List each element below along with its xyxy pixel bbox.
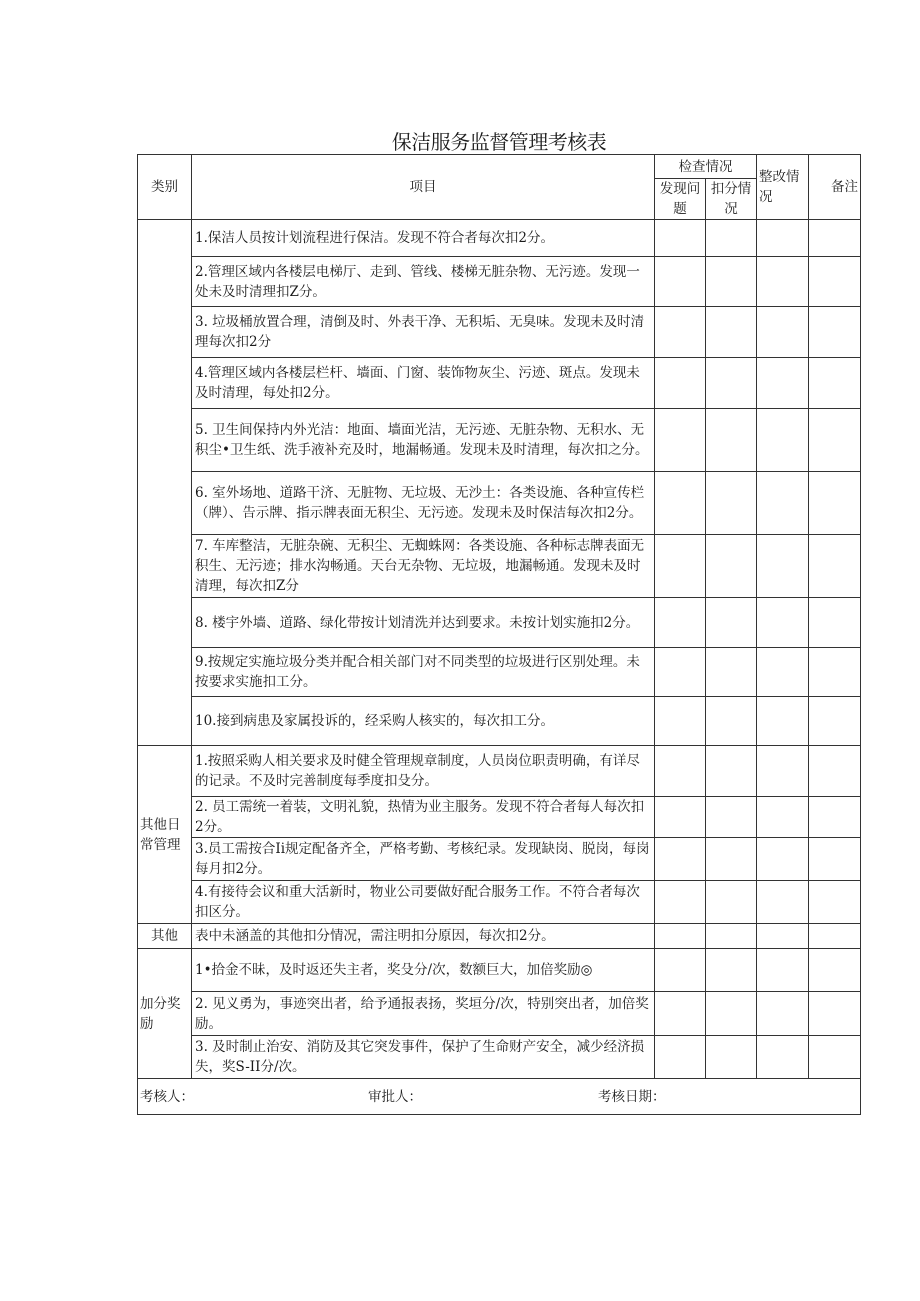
page-title: 保洁服务监督管理考核表: [391, 130, 607, 154]
remarks-cell[interactable]: [809, 1036, 861, 1079]
date-label: 考核日期：: [598, 1089, 666, 1105]
item-cell: 2. 见义勇为，事迹突出者，给予通报表扬，奖垣分/次，特别突出者，加倍奖励。: [192, 992, 655, 1036]
remarks-cell[interactable]: [809, 409, 861, 472]
category-cell: 其他日常管理: [138, 746, 192, 924]
found-issue-cell[interactable]: [655, 924, 706, 949]
remarks-cell[interactable]: [809, 797, 861, 838]
table-row: [138, 472, 861, 535]
rectify-cell[interactable]: [757, 220, 809, 257]
rectify-cell[interactable]: [757, 307, 809, 358]
deduction-cell[interactable]: [706, 409, 757, 472]
remarks-cell[interactable]: [809, 648, 861, 697]
found-issue-cell[interactable]: [655, 949, 706, 992]
rectify-cell[interactable]: [757, 949, 809, 992]
deduction-cell[interactable]: [706, 307, 757, 358]
table-row: [138, 409, 861, 472]
rectify-cell[interactable]: [757, 797, 809, 838]
deduction-cell[interactable]: [706, 881, 757, 924]
found-issue-cell[interactable]: [655, 992, 706, 1036]
item-cell: 9.按规定实施垃圾分类并配合相关部门对不同类型的垃圾进行区别处理。未按要求实施扣工分。: [192, 648, 655, 697]
found-issue-cell[interactable]: [655, 409, 706, 472]
deduction-cell[interactable]: [706, 838, 757, 881]
item-cell: 3. 垃圾桶放置合理，清倒及时、外表干净、无积垢、无臭味。发现未及时清理每次扣2分: [192, 307, 655, 358]
header-deduction: 扣分情况: [706, 179, 757, 220]
found-issue-cell[interactable]: [655, 648, 706, 697]
deduction-cell[interactable]: [706, 358, 757, 409]
deduction-cell[interactable]: [706, 697, 757, 746]
found-issue-cell[interactable]: [655, 257, 706, 307]
remarks-cell[interactable]: [809, 598, 861, 648]
remarks-cell[interactable]: [809, 746, 861, 797]
deduction-cell[interactable]: [706, 924, 757, 949]
rectify-cell[interactable]: [757, 697, 809, 746]
found-issue-cell[interactable]: [655, 307, 706, 358]
deduction-cell[interactable]: [706, 746, 757, 797]
found-issue-cell[interactable]: [655, 881, 706, 924]
table-row: [138, 257, 861, 307]
item-cell: 10.接到病患及家属投诉的，经采购人核实的，每次扣工分。: [192, 697, 655, 746]
table-row: [138, 220, 861, 257]
found-issue-cell[interactable]: [655, 1036, 706, 1079]
deduction-cell[interactable]: [706, 257, 757, 307]
remarks-cell[interactable]: [809, 949, 861, 992]
rectify-cell[interactable]: [757, 358, 809, 409]
deduction-cell[interactable]: [706, 797, 757, 838]
found-issue-cell[interactable]: [655, 797, 706, 838]
deduction-cell[interactable]: [706, 472, 757, 535]
rectify-cell[interactable]: [757, 648, 809, 697]
header-row: [138, 155, 861, 179]
table-row: [138, 949, 861, 992]
item-cell: 表中未涵盖的其他扣分情况，需注明扣分原因，每次扣2分。: [192, 924, 655, 949]
table-row: [138, 307, 861, 358]
table-row: [138, 746, 861, 797]
deduction-cell[interactable]: [706, 220, 757, 257]
item-cell: 3. 及时制止治安、消防及其它突发事件，保护了生命财产安全，减少经济损失，奖S-II分/次。: [192, 1036, 655, 1079]
rectify-cell[interactable]: [757, 598, 809, 648]
remarks-cell[interactable]: [809, 838, 861, 881]
examiner-label: 考核人：: [140, 1089, 194, 1105]
found-issue-cell[interactable]: [655, 838, 706, 881]
rectify-cell[interactable]: [757, 535, 809, 598]
assessment-table: [137, 154, 861, 1115]
item-cell: 3.员工需按合Ii规定配备齐全，严格考勤、考核纪录。发现缺岗、脱岗，每岗每月扣2分。: [192, 838, 655, 881]
found-issue-cell[interactable]: [655, 220, 706, 257]
table-row: [138, 535, 861, 598]
table-row: [138, 358, 861, 409]
item-cell: 6. 室外场地、道路干济、无脏物、无垃圾、无沙土：各类设施、各种宣传栏（牌）、告示牌、指示牌表面无积尘、无污迹。发现未及时保洁每次扣2分。: [192, 472, 655, 535]
item-cell: 1.保洁人员按计划流程进行保洁。发现不符合者每次扣2分。: [192, 220, 655, 257]
remarks-cell[interactable]: [809, 992, 861, 1036]
table-row: [138, 924, 861, 949]
rectify-cell[interactable]: [757, 1036, 809, 1079]
category-cell: [138, 220, 192, 746]
header-inspection: 检查情况: [655, 155, 757, 179]
remarks-cell[interactable]: [809, 697, 861, 746]
table-row: [138, 697, 861, 746]
item-cell: 4.有接待会议和重大活新时，物业公司要做好配合服务工作。不符合者每次扣区分。: [192, 881, 655, 924]
deduction-cell[interactable]: [706, 598, 757, 648]
deduction-cell[interactable]: [706, 949, 757, 992]
remarks-cell[interactable]: [809, 924, 861, 949]
item-cell: 7. 车库整洁，无脏杂碗、无积尘、无蜘蛛网：各类设施、各种标志牌表面无积生、无污迹；排水沟畅通。天台无杂物、无垃圾，地漏畅通。发现未及时清理，每次扣Z分: [192, 535, 655, 598]
remarks-cell[interactable]: [809, 307, 861, 358]
table-row: [138, 1036, 861, 1079]
item-cell: 2.管理区域内各楼层电梯厅、走到、管线、楼梯无脏杂物、无污迹。发现一处未及时清理扣Z分。: [192, 257, 655, 307]
found-issue-cell[interactable]: [655, 697, 706, 746]
found-issue-cell[interactable]: [655, 598, 706, 648]
header-item: 项目: [192, 155, 655, 220]
rectify-cell[interactable]: [757, 472, 809, 535]
table-row: [138, 648, 861, 697]
footer-row: [138, 1079, 861, 1115]
table-row: [138, 881, 861, 924]
header-found-issue: 发现问题: [655, 179, 706, 220]
item-cell: 1•拾金不昧，及时返还失主者，奖殳分/次，数额巨大，加倍奖励◎: [192, 949, 655, 992]
remarks-cell[interactable]: [809, 358, 861, 409]
table-row: [138, 797, 861, 838]
rectify-cell[interactable]: [757, 992, 809, 1036]
remarks-cell[interactable]: [809, 472, 861, 535]
signature-row: [138, 1079, 861, 1115]
table-row: [138, 838, 861, 881]
rectify-cell[interactable]: [757, 881, 809, 924]
rectify-cell[interactable]: [757, 409, 809, 472]
item-cell: 2. 员工需统一着装，文明礼貌，热情为业主服务。发现不符合者每人每次扣2分。: [192, 797, 655, 838]
item-cell: 4.管理区域内各楼层栏杆、墙面、门窗、装饰物灰尘、污迹、斑点。发现未及时清理，每处扣2分。: [192, 358, 655, 409]
header-remarks: 备注: [809, 155, 861, 220]
category-cell: 加分奖励: [138, 949, 192, 1079]
deduction-cell[interactable]: [706, 648, 757, 697]
header-rectify: 整改情况: [757, 155, 809, 220]
table-row: [138, 992, 861, 1036]
remarks-cell[interactable]: [809, 220, 861, 257]
item-cell: 1.按照采购人相关要求及时健全管理规章制度，人员岗位职责明确，有详尽的记录。不及时完善制度每季度扣殳分。: [192, 746, 655, 797]
header-category: 类别: [138, 155, 192, 220]
deduction-cell[interactable]: [706, 1036, 757, 1079]
deduction-cell[interactable]: [706, 535, 757, 598]
remarks-cell[interactable]: [809, 881, 861, 924]
rectify-cell[interactable]: [757, 746, 809, 797]
rectify-cell[interactable]: [757, 257, 809, 307]
remarks-cell[interactable]: [809, 535, 861, 598]
item-cell: 5. 卫生间保持内外光洁：地面、墙面光洁，无污迹、无脏杂物、无积水、无积尘•卫生纸、洗手液补充及时，地漏畅通。发现未及时清理，每次扣之分。: [192, 409, 655, 472]
category-cell: 其他: [138, 924, 192, 949]
item-cell: 8. 楼宇外墙、道路、绿化带按计划清洗并达到要求。未按计划实施扣2分。: [192, 598, 655, 648]
rectify-cell[interactable]: [757, 924, 809, 949]
deduction-cell[interactable]: [706, 992, 757, 1036]
remarks-cell[interactable]: [809, 257, 861, 307]
found-issue-cell[interactable]: [655, 358, 706, 409]
rectify-cell[interactable]: [757, 838, 809, 881]
found-issue-cell[interactable]: [655, 472, 706, 535]
found-issue-cell[interactable]: [655, 535, 706, 598]
found-issue-cell[interactable]: [655, 746, 706, 797]
table-row: [138, 598, 861, 648]
approver-label: 审批人：: [368, 1089, 422, 1105]
